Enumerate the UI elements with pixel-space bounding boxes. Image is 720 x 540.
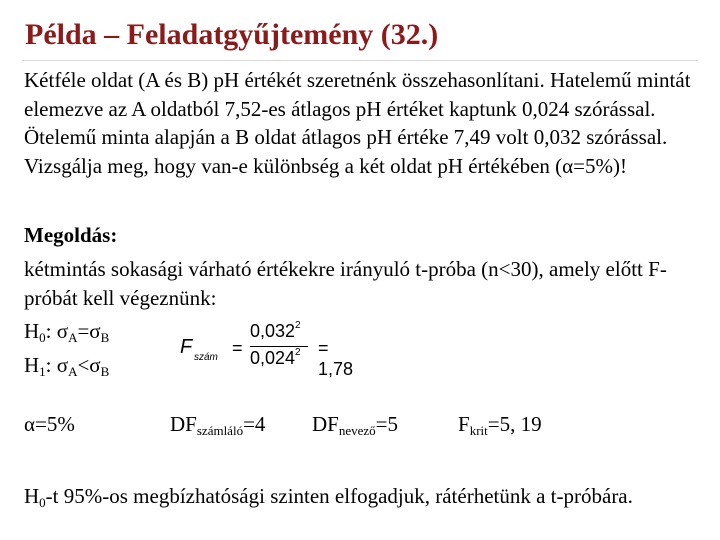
formula-numerator: 0,032$^2$ [250,320,301,341]
f-critical: $F_{krit}=5$, 19 [458,412,542,438]
h0-index: 0 [39,330,46,345]
alpha-value: α=5% [24,412,75,436]
solution-heading: Megoldás: [24,223,118,247]
title-divider [22,60,698,61]
problem-text: Kétféle oldat (A és B) pH értékét szeretnénk összehasonlítani. Hatelemű mintát elemezve az A oldatból 7,52-es átlagos pH értéket kaptunk 0,024 szórással. Ötelemű minta alapján a B oldat átlagos pH értéke 7,49 volt 0,032 szórással. Vizsgálja meg, hogy van-e különbség a két oldat pH értékében (α=5%)! [24,68,691,178]
hypothesis-h0 [24,319,109,344]
slide-title: Példa – Feladatgyűjtemény (32.) [25,18,439,51]
formula-denominator: 0,024$^2$ [250,347,301,368]
solution-text: kétmintás sokasági várható értékekre irányuló t-próba (n<30), amely előtt F-próbát kell végeznünk: [24,257,667,310]
h0-sub-a: A [68,330,78,345]
h0-label: H [24,319,40,343]
h1-op: <σ [77,353,101,377]
h0-op: =σ [77,319,101,343]
df-numerator: $DF_{számláló}=4$ [170,412,266,438]
h1-index: 1 [39,364,46,379]
formula-result: = 1,78 [318,338,354,379]
h0-rel: : σ [45,319,69,343]
hypothesis-h1 [24,353,109,378]
h1-sub-a: A [68,364,78,379]
h1-rel: : σ [45,353,69,377]
h0-sub-b: B [100,330,110,345]
h1-label: H [24,353,40,377]
conclusion-text: $H_0-t$ 95%-os megbízhatósági szinten elfogadjuk, rátérhetünk a t-próbára. [24,484,633,510]
f-symbol-subscript: szám [194,352,218,363]
formula-equals: = [232,338,243,358]
df-denominator: $DF_{nevező}=5$ [312,412,399,438]
f-symbol: F [180,336,193,358]
h1-sub-b: B [100,364,110,379]
